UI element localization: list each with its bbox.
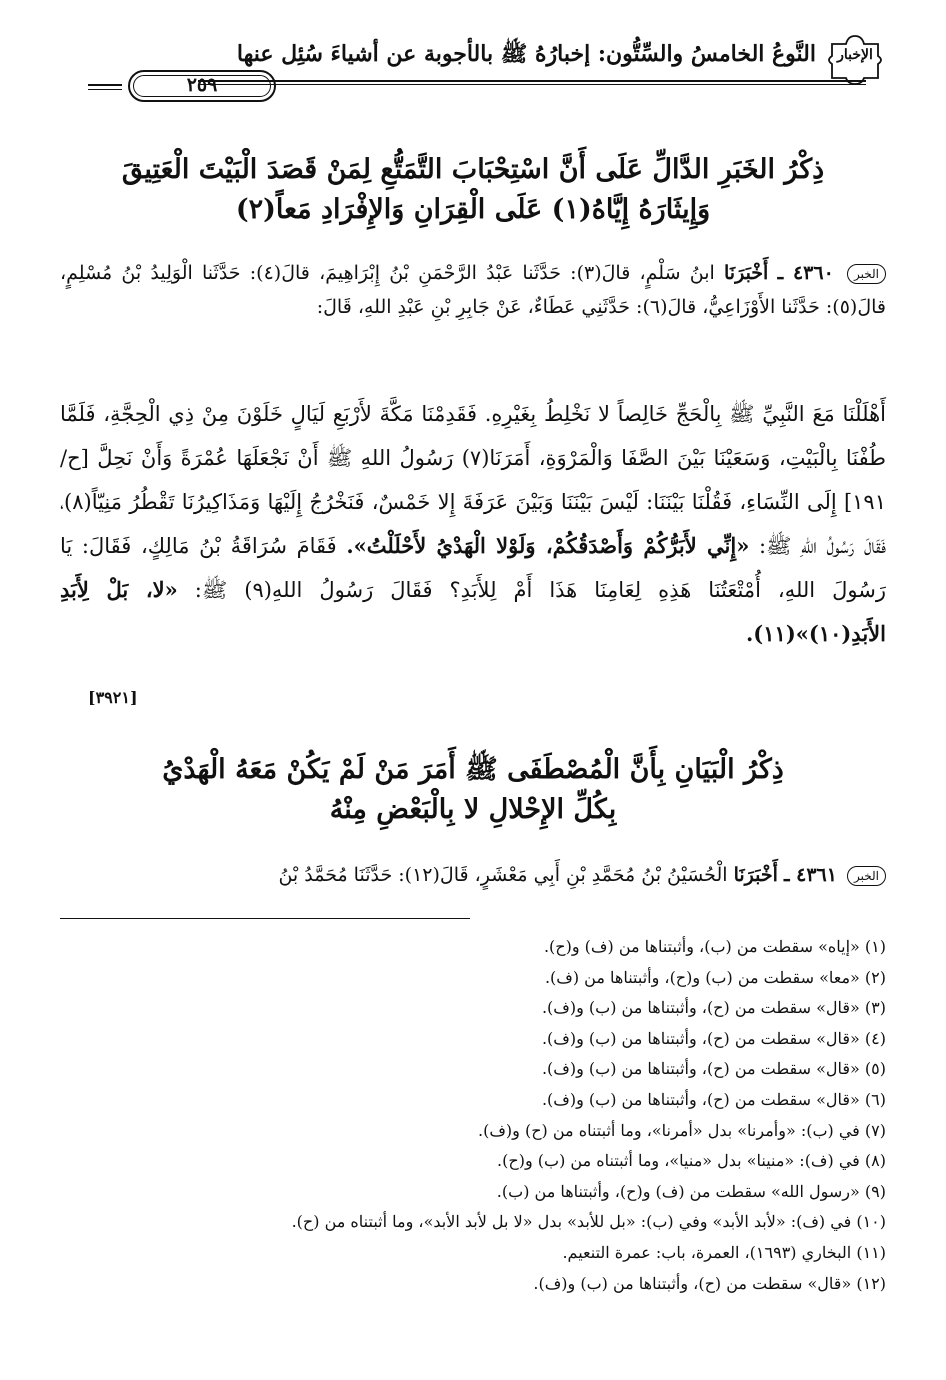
matn-quote-2: «لا، بَلْ لِأَبَدِ الأَبَدِ(١٠)»(١١).	[60, 577, 886, 646]
header-side-rule	[88, 84, 122, 86]
section-heading-2-line2: بِكُلِّ الإِحْلالِ لا بِالْبَعْضِ مِنْهُ	[329, 794, 617, 825]
footnote: (٨) في (ف): «منينا» بدل «منيا»، وما أثبتناه من (ب) و(ح).	[497, 1151, 886, 1171]
footnote: (١١) البخاري (١٦٩٣)، العمرة، باب: عمرة التنعيم.	[562, 1242, 886, 1262]
hadith-4360-isnad	[60, 256, 886, 324]
footnote: (٤) «قال» سقطت من (ح)، وأثبتناها من (ب) و(ف).	[541, 1028, 886, 1048]
header-rule-thin	[198, 84, 866, 85]
matn-part-b: فَقَامَ سُرَاقَةُ بْنُ مَالِكٍ، فَقَالَ: يَا رَسُولَ اللهِ، أُمْتْعَتُنَا هَذِهِ لِعَامِنَا هَذَا أَمْ لِلأَبَدِ؟ فَقَالَ رَسُولُ اللهِ(٩) ﷺ:	[60, 534, 886, 602]
footnote-divider	[60, 918, 470, 919]
footnote: (٩) «رسول الله» سقطت من (ف) و(ح)، وأثبتناها من (ب).	[496, 1181, 886, 1201]
chapter-badge	[826, 34, 884, 86]
hadith-reference: [٣٩٢١]	[88, 688, 138, 707]
header-rule	[198, 80, 866, 82]
matn-quote: «إِنِّي لأَبَرُّكُمْ وَأَصْدَقُكُمْ، وَلَوْلا الْهَدْيُ لأَحْلَلْتُ».	[346, 533, 750, 558]
page-number-frame	[128, 70, 276, 102]
isnad-text: الْحُسَيْنُ بْنُ مُحَمَّدِ بْنِ أَبِي مَعْشَرٍ، قَالَ(١٢): حَدَّثَنَا مُحَمَّدُ بْنُ	[278, 864, 728, 886]
page-number: ٢٥٩	[186, 74, 218, 96]
hadith-number: ٤٣٦٠ ـ	[777, 262, 834, 284]
hadith-number: ٤٣٦١ ـ	[783, 864, 837, 886]
footnote: (٢) «معا» سقطت من (ب) و(ح)، وأثبتناها من (ف).	[544, 967, 886, 987]
section-heading-2-line1: ذِكْرُ الْبَيَانِ بِأَنَّ الْمُصْطَفَى ﷺ أَمَرَ مَنْ لَمْ يَكُنْ مَعَهُ الْهَدْيُ	[162, 754, 784, 785]
hadith-4361-isnad	[60, 858, 886, 892]
footnote: (٧) في (ب): «وأمرنا» بدل «أمرنا»، وما أثبتناه من (ح) و(ف).	[478, 1120, 886, 1140]
footnote: (٥) «قال» سقطت من (ح)، وأثبتناها من (ب) و(ف).	[541, 1059, 886, 1079]
matn-part-a: أَهْلَلْنَا مَعَ النَّبِيِّ ﷺ بِالْحَجِّ خَالِصاً لا نَخْلِطُ بِغَيْرِهِ. فَقَدِمْنَا مَكَّةَ لأَرْبَعِ لَيَالٍ خَلَوْنَ مِنْ ذِي الْحِجَّةِ، فَلَمَّا طُفْنَا بِالْبَيْتِ، وَسَعَيْنَا بَيْنَ الصَّفَا وَالْمَرْوَةِ، أَمَرَنَا(٧) رَسُولُ اللهِ ﷺ أَنْ نَجْعَلَهَا عُمْرَةً وَأَنْ نَحِلَّ [ح/١٩١] إِلَى النِّسَاءِ، فَقُلْنَا بَيْنَنَا: لَيْسَ بَيْنَنَا وَبَيْنَ عَرَفَةَ إِلا خَمْسٌ، فَنَخْرُجُ إِلَيْهَا وَمَذَاكِيرُنَا تَقْطُرُ مَنِيّاً(٨)، فَقَالَ رَسُولُ اللهِ ﷺ:	[60, 402, 886, 558]
akhbarana-word: أَخْبَرَنَا	[733, 864, 778, 886]
footnote: (١) «إياه» سقطت من (ب)، وأثبتناها من (ف) و(ح).	[543, 937, 886, 956]
footnote: (٦) «قال» سقطت من (ح)، وأثبتناها من (ب) و(ف).	[541, 1089, 886, 1109]
section-heading-1-line1: ذِكْرُ الخَبَرِ الدَّالِّ عَلَى أَنَّ اسْتِحْبَابَ التَّمَتُّعِ لِمَنْ قَصَدَ الْبَيْتَ الْعَتِيقَ	[121, 154, 825, 185]
footnotes	[40, 932, 886, 1299]
hadith-tag: الخبر	[847, 264, 886, 284]
isnad-text: ابنُ سَلْمٍ، قالَ(٣): حَدَّثَنا عَبْدُ الرَّحْمَنِ بْنُ إِبْرَاهِيمَ، قالَ(٤): حَدَّثَنا الْوَلِيدُ بْنُ مُسْلِمٍ، قالَ(٥): حَدَّثَنا الأَوْزَاعِيُّ، قالَ(٦): حَدَّثَنِي عَطَاءٌ، عَنْ جَابِرِ بْنِ عَبْدِ اللهِ، قَالَ:	[60, 262, 886, 318]
section-heading-1-line2: وَإِيثَارَهُ إِيَّاهُ(١) عَلَى الْقِرَانِ وَالإِفْرَادِ مَعاً(٢)	[235, 194, 711, 225]
badge-label: الإخبار	[837, 47, 873, 63]
hadith-tag: الخبر	[847, 866, 886, 886]
footnote: (١٠) في (ف): «لأبد الأبد» وفي (ب): «بل للأبد» بدل «لا بل لأبد الأبد»، وما أثبتناه من (ح).	[291, 1212, 886, 1232]
hadith-4360-matn	[60, 392, 886, 656]
footnote: (٣) «قال» سقطت من (ح)، وأثبتناها من (ب) و(ف).	[541, 998, 886, 1018]
page-header	[88, 34, 876, 104]
akhbarana-word: أَخْبَرَنَا	[724, 262, 769, 284]
header-side-rule-thin	[88, 89, 122, 90]
section-heading-1	[60, 150, 886, 230]
footnote: (١٢) «قال» سقطت من (ح)، وأثبتناها من (ب) و(ف).	[533, 1273, 886, 1293]
section-heading-2	[60, 750, 886, 830]
running-title: النَّوعُ الخامسُ والسِّتُّون: إخبارُهُ ﷺ بالأجوبة عن أشياءَ سُئِل عنها	[236, 41, 816, 67]
